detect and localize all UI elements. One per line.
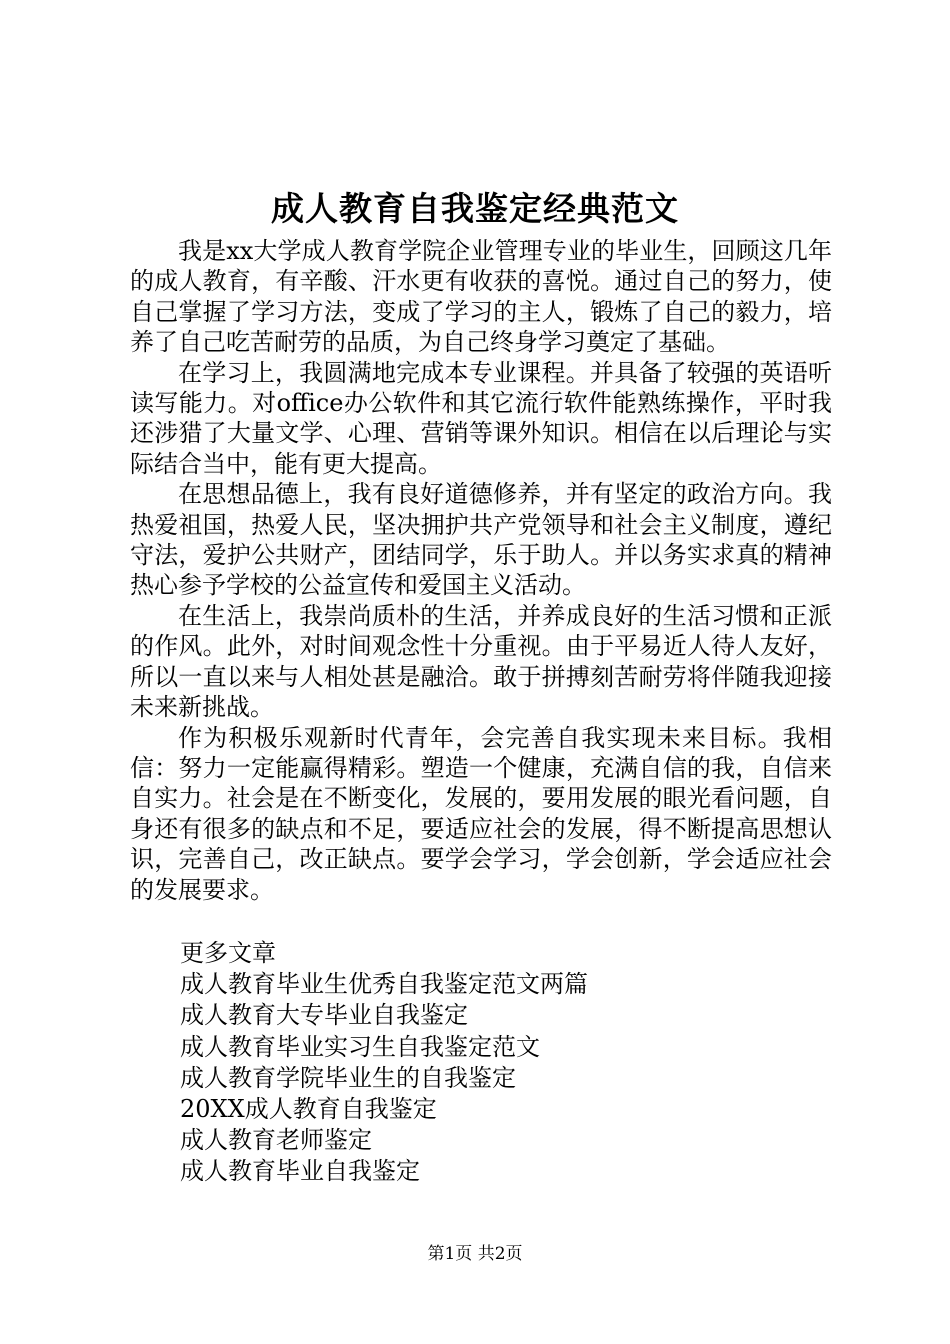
document-body xyxy=(130,236,832,905)
paragraph-life: 在生活上，我崇尚质朴的生活，并养成良好的生活习惯和正派的作风。此外，对时间观念性十分重视。由于平易近人待人友好，所以一直以来与人相处甚是融洽。敢于拼搏刻苦耐劳将伴随我迎接未来新挑战。 xyxy=(130,601,832,722)
more-article-link[interactable]: 成人教育毕业自我鉴定 xyxy=(180,1157,420,1186)
more-article-link[interactable]: 成人教育毕业生优秀自我鉴定范文两篇 xyxy=(180,970,588,999)
more-article-link[interactable]: 成人教育学院毕业生的自我鉴定 xyxy=(180,1063,516,1092)
paragraph-future: 作为积极乐观新时代青年，会完善自我实现未来目标。我相信：努力一定能赢得精彩。塑造一个健康，充满自信的我，自信来自实力。社会是在不断变化，发展的，要用发展的眼光看问题，自身还有很多的缺点和不足，要适应社会的发展，得不断提高思想认识，完善自己，改正缺点。要学会学习，学会创新，学会适应社会的发展要求。 xyxy=(130,723,832,904)
paragraph-study: 在学习上，我圆满地完成本专业课程。并具备了较强的英语听读写能力。对office办公软件和其它流行软件能熟练操作，平时我还涉猎了大量文学、心理、营销等课外知识。相信在以后理论与实际结合当中，能有更大提高。 xyxy=(130,358,832,478)
paragraph-intro: 我是xx大学成人教育学院企业管理专业的毕业生，回顾这几年的成人教育，有辛酸、汗水更有收获的喜悦。通过自己的努力，使自己掌握了学习方法，变成了学习的主人，锻炼了自己的毅力，培养了自己吃苦耐劳的品质，为自己终身学习奠定了基础。 xyxy=(130,237,832,357)
more-article-link[interactable]: 成人教育毕业实习生自我鉴定范文 xyxy=(180,1032,540,1061)
more-article-link[interactable]: 成人教育大专毕业自我鉴定 xyxy=(180,1001,468,1030)
paragraph-morality: 在思想品德上，我有良好道德修养，并有坚定的政治方向。我热爱祖国，热爱人民，坚决拥护共产党领导和社会主义制度，遵纪守法，爱护公共财产，团结同学，乐于助人。并以务实求真的精神热心参予学校的公益宣传和爱国主义活动。 xyxy=(130,480,832,600)
more-article-link[interactable]: 20XX成人教育自我鉴定 xyxy=(180,1095,437,1124)
more-articles-heading: 更多文章 xyxy=(180,939,276,967)
document-title: 成人教育自我鉴定经典范文 xyxy=(271,189,679,228)
more-articles xyxy=(180,938,588,1188)
page-number-footer: 第1页 共2页 xyxy=(427,1244,523,1264)
more-article-link[interactable]: 成人教育老师鉴定 xyxy=(180,1126,372,1155)
